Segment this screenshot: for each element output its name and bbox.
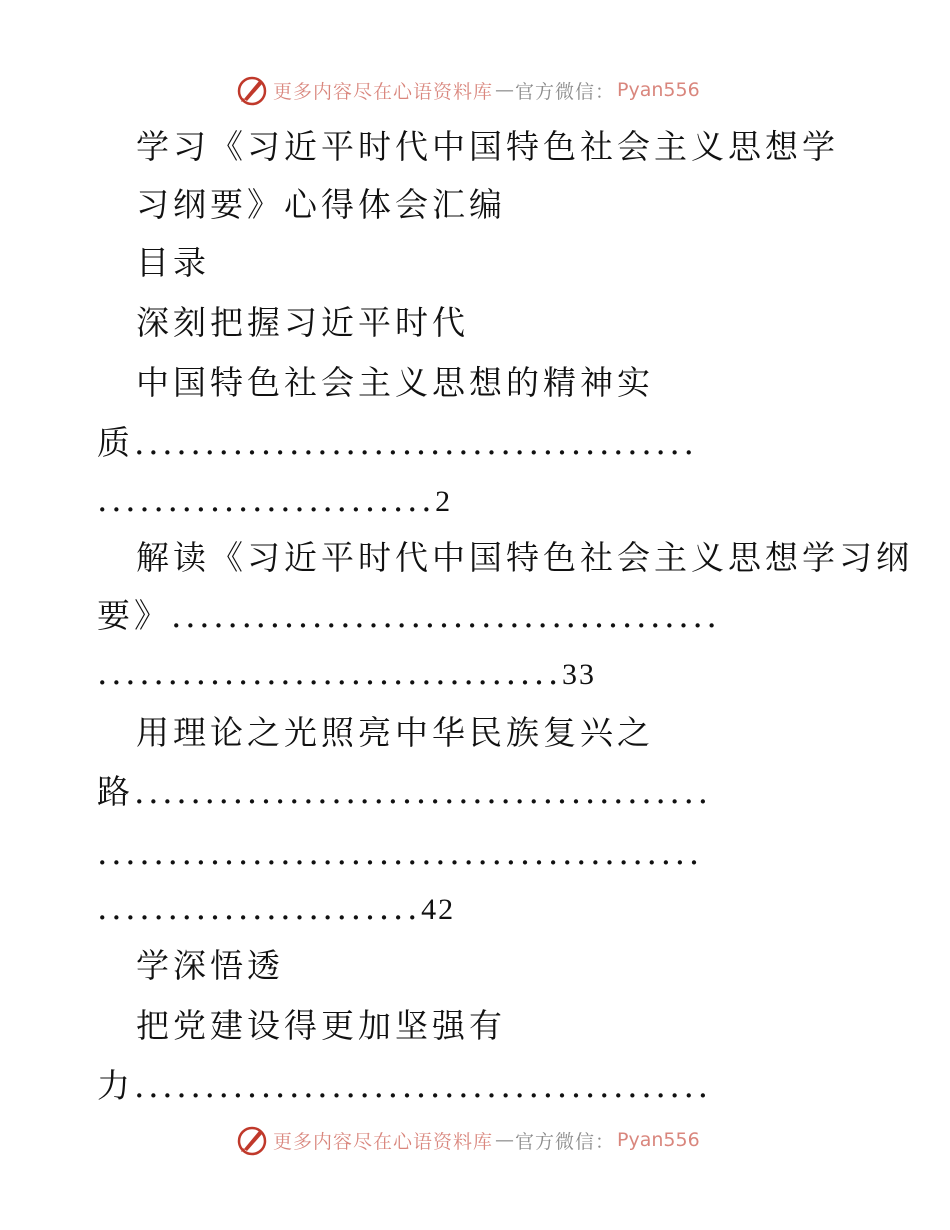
toc-entry-text: 学习《习近平时代中国特色社会主义思想学 [136,127,839,166]
toc-leader-dots: ......................................... [134,1066,712,1105]
toc-entry-text: 路 [97,772,134,811]
toc-entry-text: 把党建设得更加坚强有 [136,1006,506,1045]
toc-entry-text: 要》 [97,596,171,635]
toc-line [0,233,950,293]
toc-entry-text: 中国特色社会主义思想的精神实 [136,363,654,402]
pen-seal-icon [235,73,269,107]
toc-leader-dots: ....................... [97,888,422,927]
toc-entry-text: 用理论之光照亮中华民族复兴之 [136,713,654,752]
pen-seal-icon [235,1123,269,1157]
toc-line [0,175,950,235]
toc-line [0,643,950,703]
toc-entry-text: 目录 [136,243,210,282]
toc-line [0,117,950,177]
toc-leader-dots: ................................. [97,653,562,692]
toc-leader-dots: ........................................ [134,423,698,462]
toc-line [0,823,950,883]
toc-entry-text: 质 [97,423,134,462]
toc-page-number: 2 [435,485,453,518]
toc-leader-dots: ........................................... [97,833,703,872]
toc-page-number: 33 [561,658,596,691]
toc-line [0,936,950,996]
watermark-wechat-id: Pyan556 [617,79,700,101]
toc-entry-text: 学深悟透 [136,946,284,985]
toc-page-number: 42 [421,893,456,926]
toc-entry-text: 力 [97,1066,134,1105]
toc-line [0,470,950,530]
toc-line [0,1056,950,1116]
watermark-text: 更多内容尽在心语资料库 [273,80,494,103]
toc-leader-dots: ......................................... [134,772,712,811]
footer-watermark [235,1122,700,1158]
watermark-dash: — [495,1129,514,1151]
watermark-text: 更多内容尽在心语资料库 [273,1130,494,1153]
toc-line [0,586,950,646]
header-watermark [235,72,700,108]
toc-line [0,878,950,938]
toc-line [0,996,950,1056]
toc-line [0,703,950,763]
watermark-wechat-label: 官方微信： [515,1130,616,1153]
toc-leader-dots: ....................................... [171,596,721,635]
watermark-wechat-id: Pyan556 [617,1129,700,1151]
toc-line [0,413,950,473]
toc-line [0,762,950,822]
toc-entry-text: 深刻把握习近平时代 [136,303,469,342]
toc-leader-dots: ........................ [97,480,436,519]
toc-line [0,528,950,588]
watermark-wechat-label: 官方微信： [515,80,616,103]
toc-entry-text: 解读《习近平时代中国特色社会主义思想学习纲 [136,538,913,577]
toc-entry-text: 习纲要》心得体会汇编 [136,185,506,224]
toc-line [0,293,950,353]
toc-line [0,353,950,413]
watermark-dash: — [495,79,514,101]
